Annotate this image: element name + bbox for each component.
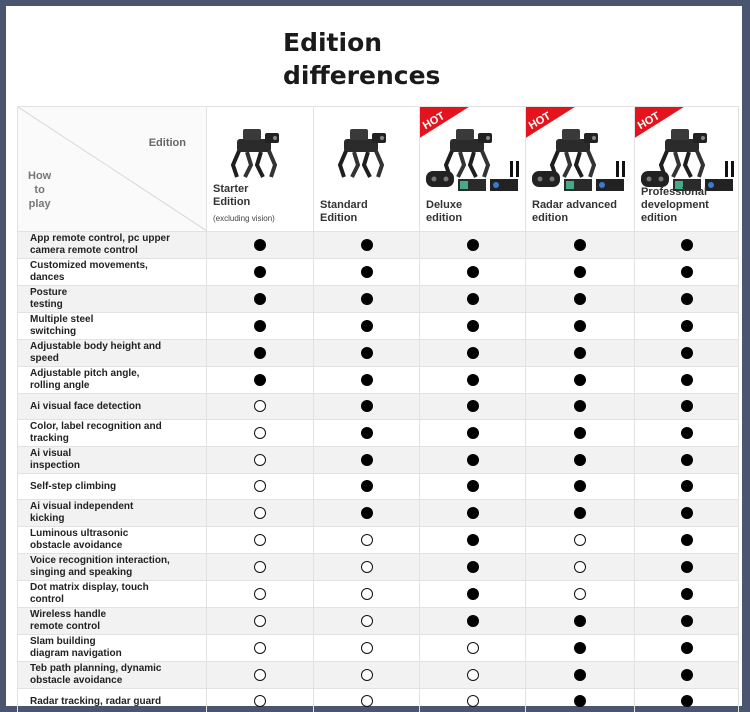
corner-edition-label: Edition bbox=[148, 137, 186, 149]
feature-name-line: Adjustable body height and bbox=[30, 341, 162, 352]
filled-circle-icon bbox=[681, 669, 693, 681]
feature-name bbox=[18, 394, 207, 420]
edition-name-line: Starter bbox=[213, 183, 249, 195]
filled-circle-icon bbox=[467, 400, 479, 412]
comparison-card bbox=[6, 6, 742, 706]
feature-name-line: speed bbox=[30, 353, 59, 364]
support-cell bbox=[420, 500, 526, 527]
filled-circle-icon bbox=[361, 454, 373, 466]
support-cell bbox=[526, 608, 635, 635]
edition-image bbox=[227, 125, 289, 184]
support-cell bbox=[635, 635, 739, 662]
comparison-table bbox=[17, 106, 739, 712]
page-title bbox=[283, 26, 440, 92]
empty-circle-icon bbox=[254, 615, 266, 627]
feature-row bbox=[18, 367, 739, 394]
edition-name-line: Deluxe bbox=[426, 199, 463, 211]
title-line-2: differences bbox=[283, 61, 441, 90]
support-cell bbox=[526, 447, 635, 474]
feature-name-line: diagram navigation bbox=[30, 648, 122, 659]
edition-header-5 bbox=[635, 107, 739, 232]
edition-name-line: Professional bbox=[641, 186, 708, 198]
support-cell bbox=[314, 581, 420, 608]
feature-name bbox=[18, 689, 207, 712]
hot-badge-text: HOT bbox=[526, 110, 553, 133]
support-cell bbox=[420, 313, 526, 340]
feature-name-line: testing bbox=[30, 299, 63, 310]
feature-name-line: Customized movements, bbox=[30, 260, 148, 271]
filled-circle-icon bbox=[681, 374, 693, 386]
support-cell bbox=[207, 635, 314, 662]
edition-header-4 bbox=[526, 107, 635, 232]
feature-name-line: dances bbox=[30, 272, 65, 283]
empty-circle-icon bbox=[254, 427, 266, 439]
support-cell bbox=[420, 447, 526, 474]
feature-name-line: Wireless handle bbox=[30, 609, 107, 620]
accessories-icon bbox=[530, 161, 628, 201]
empty-circle-icon bbox=[254, 400, 266, 412]
filled-circle-icon bbox=[361, 347, 373, 359]
feature-row bbox=[18, 527, 739, 554]
corner-header bbox=[18, 107, 207, 232]
feature-row bbox=[18, 313, 739, 340]
feature-name-line: control bbox=[30, 594, 64, 605]
support-cell bbox=[526, 500, 635, 527]
edition-name bbox=[641, 186, 734, 225]
support-cell bbox=[207, 340, 314, 367]
corner-play-line: play bbox=[28, 198, 51, 210]
empty-circle-icon bbox=[361, 642, 373, 654]
support-cell bbox=[635, 232, 739, 259]
feature-name-line: obstacle avoidance bbox=[30, 540, 123, 551]
support-cell bbox=[635, 500, 739, 527]
support-cell bbox=[314, 259, 420, 286]
support-cell bbox=[207, 447, 314, 474]
support-cell bbox=[207, 367, 314, 394]
support-cell bbox=[207, 608, 314, 635]
support-cell bbox=[420, 581, 526, 608]
filled-circle-icon bbox=[467, 507, 479, 519]
filled-circle-icon bbox=[254, 293, 266, 305]
filled-circle-icon bbox=[681, 615, 693, 627]
support-cell bbox=[526, 340, 635, 367]
feature-name-line: Posture bbox=[30, 287, 68, 298]
support-cell bbox=[207, 286, 314, 313]
feature-name-line: rolling angle bbox=[30, 380, 90, 391]
feature-row bbox=[18, 259, 739, 286]
empty-circle-icon bbox=[254, 507, 266, 519]
support-cell bbox=[635, 581, 739, 608]
feature-name-line: switching bbox=[30, 326, 77, 337]
support-cell bbox=[314, 340, 420, 367]
feature-name-line: inspection bbox=[30, 460, 81, 471]
empty-circle-icon bbox=[467, 642, 479, 654]
support-cell bbox=[420, 662, 526, 689]
support-cell bbox=[314, 286, 420, 313]
filled-circle-icon bbox=[574, 642, 586, 654]
filled-circle-icon bbox=[361, 266, 373, 278]
filled-circle-icon bbox=[681, 347, 693, 359]
filled-circle-icon bbox=[361, 507, 373, 519]
support-cell bbox=[420, 367, 526, 394]
filled-circle-icon bbox=[467, 480, 479, 492]
filled-circle-icon bbox=[467, 534, 479, 546]
edition-name-line: Edition bbox=[320, 212, 358, 224]
support-cell bbox=[207, 313, 314, 340]
filled-circle-icon bbox=[467, 266, 479, 278]
empty-circle-icon bbox=[254, 480, 266, 492]
feature-name-line: tracking bbox=[30, 433, 69, 444]
empty-circle-icon bbox=[254, 642, 266, 654]
feature-name bbox=[18, 527, 207, 554]
support-cell bbox=[635, 527, 739, 554]
empty-circle-icon bbox=[361, 588, 373, 600]
feature-name bbox=[18, 286, 207, 313]
support-cell bbox=[420, 340, 526, 367]
feature-row bbox=[18, 286, 739, 313]
edition-name-line: edition bbox=[532, 212, 569, 224]
feature-name bbox=[18, 259, 207, 286]
feature-name-line: Self-step climbing bbox=[30, 480, 117, 492]
feature-name-line: Adjustable pitch angle, bbox=[30, 368, 140, 379]
support-cell bbox=[635, 340, 739, 367]
filled-circle-icon bbox=[361, 400, 373, 412]
empty-circle-icon bbox=[254, 454, 266, 466]
support-cell bbox=[207, 581, 314, 608]
filled-circle-icon bbox=[574, 374, 586, 386]
feature-row bbox=[18, 474, 739, 500]
support-cell bbox=[314, 313, 420, 340]
feature-name bbox=[18, 232, 207, 259]
feature-name bbox=[18, 420, 207, 447]
filled-circle-icon bbox=[361, 293, 373, 305]
support-cell bbox=[207, 689, 314, 712]
filled-circle-icon bbox=[681, 588, 693, 600]
support-cell bbox=[526, 259, 635, 286]
support-cell bbox=[207, 420, 314, 447]
filled-circle-icon bbox=[574, 427, 586, 439]
feature-name-line: Voice recognition interaction, bbox=[30, 555, 170, 566]
feature-row bbox=[18, 420, 739, 447]
feature-name bbox=[18, 313, 207, 340]
feature-name-line: remote control bbox=[30, 621, 101, 632]
support-cell bbox=[207, 662, 314, 689]
support-cell bbox=[420, 259, 526, 286]
feature-name-line: Color, label recognition and bbox=[30, 421, 162, 432]
filled-circle-icon bbox=[681, 266, 693, 278]
support-cell bbox=[635, 608, 739, 635]
support-cell bbox=[526, 474, 635, 500]
feature-name bbox=[18, 635, 207, 662]
feature-row bbox=[18, 500, 739, 527]
feature-row bbox=[18, 581, 739, 608]
title-line-1: Edition bbox=[283, 28, 383, 57]
accessories-icon bbox=[424, 161, 522, 201]
support-cell bbox=[314, 420, 420, 447]
edition-name-line: Radar advanced bbox=[532, 199, 617, 211]
support-cell bbox=[420, 608, 526, 635]
filled-circle-icon bbox=[467, 427, 479, 439]
edition-name bbox=[532, 199, 630, 225]
feature-name bbox=[18, 367, 207, 394]
feature-row bbox=[18, 340, 739, 367]
filled-circle-icon bbox=[574, 400, 586, 412]
edition-header-1 bbox=[207, 107, 314, 232]
filled-circle-icon bbox=[681, 293, 693, 305]
filled-circle-icon bbox=[681, 239, 693, 251]
edition-note: (excluding vision) bbox=[213, 214, 275, 223]
support-cell bbox=[635, 420, 739, 447]
feature-row bbox=[18, 635, 739, 662]
filled-circle-icon bbox=[467, 561, 479, 573]
filled-circle-icon bbox=[574, 480, 586, 492]
feature-row bbox=[18, 554, 739, 581]
filled-circle-icon bbox=[681, 480, 693, 492]
filled-circle-icon bbox=[681, 400, 693, 412]
support-cell bbox=[526, 394, 635, 420]
support-cell bbox=[635, 313, 739, 340]
support-cell bbox=[526, 662, 635, 689]
support-cell bbox=[526, 367, 635, 394]
filled-circle-icon bbox=[574, 615, 586, 627]
support-cell bbox=[207, 474, 314, 500]
support-cell bbox=[420, 232, 526, 259]
hot-badge-text: HOT bbox=[635, 110, 662, 133]
filled-circle-icon bbox=[467, 239, 479, 251]
edition-header-3 bbox=[420, 107, 526, 232]
support-cell bbox=[635, 474, 739, 500]
feature-row bbox=[18, 394, 739, 420]
filled-circle-icon bbox=[467, 320, 479, 332]
filled-circle-icon bbox=[254, 239, 266, 251]
empty-circle-icon bbox=[467, 669, 479, 681]
filled-circle-icon bbox=[574, 695, 586, 707]
filled-circle-icon bbox=[361, 320, 373, 332]
support-cell bbox=[314, 662, 420, 689]
edition-name-line: Edition bbox=[213, 196, 251, 208]
filled-circle-icon bbox=[574, 266, 586, 278]
feature-name-line: kicking bbox=[30, 513, 65, 524]
filled-circle-icon bbox=[467, 293, 479, 305]
filled-circle-icon bbox=[574, 320, 586, 332]
support-cell bbox=[314, 394, 420, 420]
feature-name bbox=[18, 554, 207, 581]
robot-dog-icon bbox=[227, 125, 289, 179]
empty-circle-icon bbox=[254, 669, 266, 681]
edition-name-line: edition bbox=[641, 212, 678, 224]
filled-circle-icon bbox=[681, 427, 693, 439]
support-cell bbox=[526, 313, 635, 340]
filled-circle-icon bbox=[574, 293, 586, 305]
filled-circle-icon bbox=[467, 347, 479, 359]
filled-circle-icon bbox=[361, 239, 373, 251]
support-cell bbox=[526, 554, 635, 581]
filled-circle-icon bbox=[467, 588, 479, 600]
support-cell bbox=[207, 500, 314, 527]
feature-name bbox=[18, 662, 207, 689]
support-cell bbox=[635, 259, 739, 286]
empty-circle-icon bbox=[467, 695, 479, 707]
feature-row bbox=[18, 689, 739, 712]
support-cell bbox=[207, 527, 314, 554]
empty-circle-icon bbox=[574, 561, 586, 573]
support-cell bbox=[635, 394, 739, 420]
support-cell bbox=[314, 447, 420, 474]
support-cell bbox=[526, 286, 635, 313]
edition-header-2 bbox=[314, 107, 420, 232]
feature-name-line: Slam building bbox=[30, 636, 96, 647]
feature-name-line: singing and speaking bbox=[30, 567, 133, 578]
hot-badge-text: HOT bbox=[420, 110, 447, 133]
support-cell bbox=[314, 474, 420, 500]
support-cell bbox=[635, 447, 739, 474]
support-cell bbox=[635, 367, 739, 394]
support-cell bbox=[635, 662, 739, 689]
empty-circle-icon bbox=[361, 615, 373, 627]
empty-circle-icon bbox=[361, 534, 373, 546]
support-cell bbox=[314, 608, 420, 635]
edition-image bbox=[334, 125, 396, 184]
support-cell bbox=[526, 232, 635, 259]
feature-row bbox=[18, 447, 739, 474]
support-cell bbox=[314, 689, 420, 712]
support-cell bbox=[526, 635, 635, 662]
support-cell bbox=[420, 394, 526, 420]
empty-circle-icon bbox=[361, 561, 373, 573]
filled-circle-icon bbox=[467, 615, 479, 627]
feature-name-line: Ai visual bbox=[30, 448, 72, 459]
filled-circle-icon bbox=[467, 454, 479, 466]
empty-circle-icon bbox=[361, 669, 373, 681]
edition-name-line: edition bbox=[426, 212, 463, 224]
feature-name-line: Ai visual face detection bbox=[30, 400, 142, 412]
edition-name-line: Standard bbox=[320, 199, 368, 211]
filled-circle-icon bbox=[574, 669, 586, 681]
support-cell bbox=[420, 474, 526, 500]
support-cell bbox=[207, 554, 314, 581]
filled-circle-icon bbox=[361, 427, 373, 439]
feature-name-line: Teb path planning, dynamic bbox=[30, 663, 162, 674]
filled-circle-icon bbox=[681, 507, 693, 519]
feature-name bbox=[18, 581, 207, 608]
support-cell bbox=[314, 500, 420, 527]
filled-circle-icon bbox=[681, 454, 693, 466]
support-cell bbox=[314, 554, 420, 581]
empty-circle-icon bbox=[254, 561, 266, 573]
feature-name-line: Multiple steel bbox=[30, 314, 94, 325]
support-cell bbox=[635, 689, 739, 712]
feature-name bbox=[18, 474, 207, 500]
empty-circle-icon bbox=[254, 534, 266, 546]
filled-circle-icon bbox=[361, 374, 373, 386]
empty-circle-icon bbox=[574, 588, 586, 600]
filled-circle-icon bbox=[254, 374, 266, 386]
filled-circle-icon bbox=[254, 320, 266, 332]
edition-name bbox=[213, 183, 309, 225]
feature-name-line: Dot matrix display, touch bbox=[30, 582, 149, 593]
filled-circle-icon bbox=[681, 642, 693, 654]
feature-rows bbox=[18, 232, 739, 712]
filled-circle-icon bbox=[467, 374, 479, 386]
feature-name-line: App remote control, pc upper bbox=[30, 233, 171, 244]
support-cell bbox=[314, 232, 420, 259]
support-cell bbox=[635, 554, 739, 581]
support-cell bbox=[207, 232, 314, 259]
support-cell bbox=[420, 635, 526, 662]
filled-circle-icon bbox=[254, 266, 266, 278]
filled-circle-icon bbox=[361, 480, 373, 492]
filled-circle-icon bbox=[574, 507, 586, 519]
filled-circle-icon bbox=[254, 347, 266, 359]
support-cell bbox=[314, 527, 420, 554]
filled-circle-icon bbox=[681, 534, 693, 546]
support-cell bbox=[420, 286, 526, 313]
feature-name-line: camera remote control bbox=[30, 245, 138, 256]
support-cell bbox=[420, 527, 526, 554]
support-cell bbox=[314, 367, 420, 394]
edition-name bbox=[426, 199, 521, 225]
corner-to-line: to bbox=[34, 184, 45, 196]
support-cell bbox=[526, 420, 635, 447]
support-cell bbox=[635, 286, 739, 313]
edition-name-line: development bbox=[641, 199, 709, 211]
robot-dog-icon bbox=[334, 125, 396, 179]
filled-circle-icon bbox=[574, 239, 586, 251]
support-cell bbox=[420, 554, 526, 581]
feature-row bbox=[18, 662, 739, 689]
feature-row bbox=[18, 608, 739, 635]
feature-row bbox=[18, 232, 739, 259]
corner-how-line: How bbox=[28, 170, 52, 182]
filled-circle-icon bbox=[681, 320, 693, 332]
feature-name bbox=[18, 608, 207, 635]
feature-name-line: Radar tracking, radar guard bbox=[30, 695, 162, 707]
corner-how-to-play-label bbox=[28, 169, 51, 211]
header-row bbox=[18, 107, 739, 232]
filled-circle-icon bbox=[681, 561, 693, 573]
support-cell bbox=[526, 527, 635, 554]
empty-circle-icon bbox=[254, 588, 266, 600]
support-cell bbox=[526, 581, 635, 608]
edition-name bbox=[320, 199, 415, 225]
filled-circle-icon bbox=[574, 347, 586, 359]
support-cell bbox=[207, 259, 314, 286]
support-cell bbox=[420, 689, 526, 712]
support-cell bbox=[526, 689, 635, 712]
feature-name bbox=[18, 447, 207, 474]
feature-name bbox=[18, 500, 207, 527]
feature-name bbox=[18, 340, 207, 367]
support-cell bbox=[207, 394, 314, 420]
feature-name-line: Luminous ultrasonic bbox=[30, 528, 129, 539]
filled-circle-icon bbox=[574, 454, 586, 466]
feature-name-line: obstacle avoidance bbox=[30, 675, 123, 686]
support-cell bbox=[420, 420, 526, 447]
empty-circle-icon bbox=[574, 534, 586, 546]
empty-circle-icon bbox=[254, 695, 266, 707]
filled-circle-icon bbox=[681, 695, 693, 707]
support-cell bbox=[314, 635, 420, 662]
empty-circle-icon bbox=[361, 695, 373, 707]
feature-name-line: Ai visual independent bbox=[30, 501, 134, 512]
